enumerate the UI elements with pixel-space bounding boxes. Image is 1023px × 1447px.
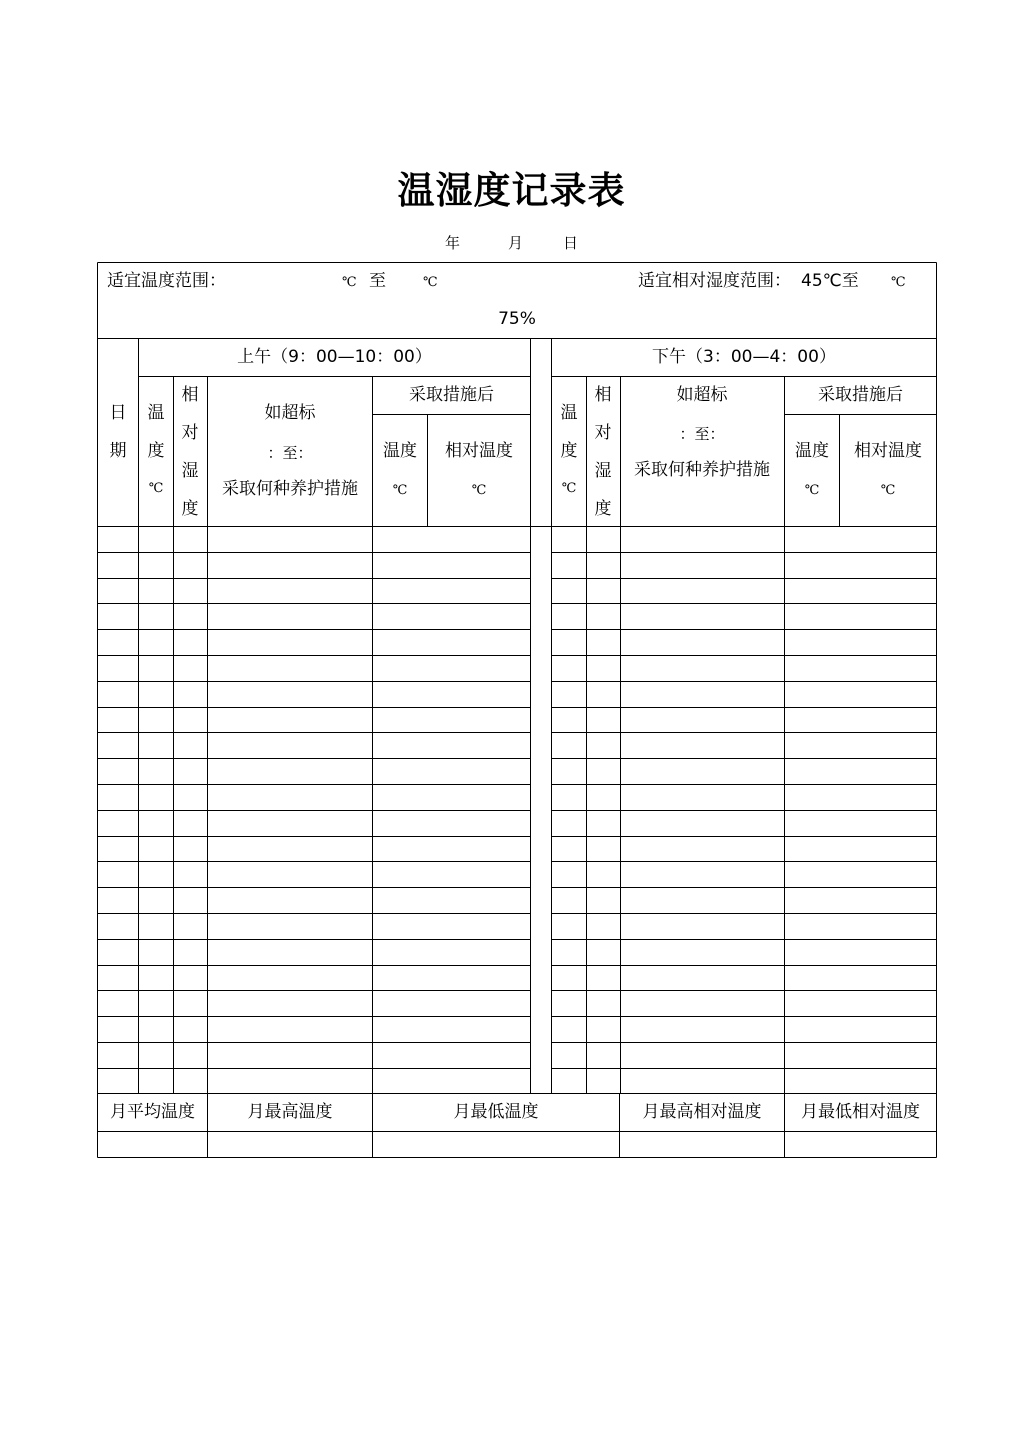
pm-after-cell[interactable] <box>785 991 936 1016</box>
am-measures-cell[interactable] <box>208 1069 372 1094</box>
am-measures-cell[interactable] <box>208 940 372 965</box>
pm-temp-cell[interactable] <box>552 682 586 707</box>
am-measures-cell[interactable] <box>208 708 372 732</box>
summary-min-rh-value-cell[interactable] <box>785 1132 936 1156</box>
am-rh-cell[interactable] <box>174 966 207 990</box>
pm-after-temp-unit: ℃ <box>804 483 820 498</box>
am-after-cell[interactable] <box>373 785 530 810</box>
pm-temp-cell[interactable] <box>552 837 586 861</box>
pm-measures-cell[interactable] <box>621 785 784 810</box>
page-title: 温湿度记录表 <box>397 168 626 212</box>
pm-rh-cell[interactable] <box>587 604 620 629</box>
pm-temp-cell[interactable] <box>552 656 586 681</box>
am-rh-char: 湿 <box>181 461 199 481</box>
am-temp-cell[interactable] <box>139 914 173 939</box>
am-after-cell[interactable] <box>373 837 530 861</box>
am-rh-char: 对 <box>181 423 199 443</box>
pm-after-cell[interactable] <box>785 733 936 758</box>
am-measures-cell[interactable] <box>208 579 372 603</box>
date-cell[interactable] <box>98 579 138 603</box>
summary-max-rh: 月最高相对温度 <box>642 1102 762 1122</box>
am-measures-cell[interactable] <box>208 656 372 681</box>
am-after-cell[interactable] <box>373 1069 530 1094</box>
am-after-cell[interactable] <box>373 759 530 784</box>
am-measures-cell[interactable] <box>208 888 372 913</box>
summary-max-temp: 月最高温度 <box>247 1102 333 1122</box>
pm-temp-char: 温 <box>560 403 578 423</box>
pm-rh-cell[interactable] <box>587 1069 620 1094</box>
pm-rh-cell[interactable] <box>587 630 620 655</box>
pm-exceed-line1: 如超标 <box>676 385 728 405</box>
am-rh-cell[interactable] <box>174 811 207 836</box>
am-temp-cell[interactable] <box>139 579 173 603</box>
date-char: 期 <box>109 441 127 461</box>
am-after-cell[interactable] <box>373 940 530 965</box>
am-rh-header <box>173 376 207 528</box>
am-after-cell[interactable] <box>373 604 530 629</box>
pm-temp-cell[interactable] <box>552 604 586 629</box>
pm-after-rh: 相对温度 <box>854 441 922 461</box>
date-cell[interactable] <box>98 888 138 913</box>
pm-measures-cell[interactable] <box>621 991 784 1016</box>
pm-rh-cell[interactable] <box>587 708 620 732</box>
pm-temp-cell[interactable] <box>552 966 586 990</box>
am-rh-cell[interactable] <box>174 991 207 1016</box>
am-rh-cell[interactable] <box>174 1017 207 1042</box>
am-after-cell[interactable] <box>373 656 530 681</box>
pm-after-cell[interactable] <box>785 1043 936 1068</box>
pm-rh-header <box>586 376 620 528</box>
pm-after-cell[interactable] <box>785 553 936 578</box>
pm-measures-cell[interactable] <box>621 888 784 913</box>
date-cell[interactable] <box>98 811 138 836</box>
temp-to: 至 <box>369 271 386 291</box>
am-temp-char: 度 <box>147 441 165 461</box>
am-measures-cell[interactable] <box>208 785 372 810</box>
am-exceed-line2: ：至： <box>267 444 313 462</box>
am-temp-cell[interactable] <box>139 527 173 552</box>
pm-measures-cell[interactable] <box>621 656 784 681</box>
am-measures-cell[interactable] <box>208 862 372 887</box>
am-rh-cell[interactable] <box>174 733 207 758</box>
date-cell[interactable] <box>98 759 138 784</box>
pm-temp-cell[interactable] <box>552 527 586 552</box>
am-after-cell[interactable] <box>373 527 530 552</box>
am-after-header: 采取措施后 <box>409 385 494 405</box>
date-cell[interactable] <box>98 656 138 681</box>
morning-title: 上午（9：00—10：00） <box>237 347 432 367</box>
pm-temp-unit: ℃ <box>561 481 577 496</box>
pm-measures-cell[interactable] <box>621 682 784 707</box>
pm-rh-cell[interactable] <box>587 837 620 861</box>
am-temp-cell[interactable] <box>139 940 173 965</box>
date-column-header <box>101 394 135 470</box>
pm-after-header: 采取措施后 <box>818 385 903 405</box>
pm-temp-cell[interactable] <box>552 579 586 603</box>
pm-temp-cell[interactable] <box>552 1017 586 1042</box>
pm-rh-char: 对 <box>594 423 612 443</box>
date-cell[interactable] <box>98 862 138 887</box>
pm-rh-cell[interactable] <box>587 682 620 707</box>
suitable-humidity-label: 适宜相对湿度范围： <box>638 271 791 291</box>
suitable-temp-label: 适宜温度范围： <box>107 271 226 291</box>
date-cell[interactable] <box>98 1043 138 1068</box>
am-after-cell[interactable] <box>373 733 530 758</box>
am-rh-cell[interactable] <box>174 682 207 707</box>
am-temp-cell[interactable] <box>139 966 173 990</box>
am-after-cell[interactable] <box>373 888 530 913</box>
pm-measures-cell[interactable] <box>621 553 784 578</box>
pm-measures-cell[interactable] <box>621 837 784 861</box>
am-after-rh-unit: ℃ <box>471 483 487 498</box>
pm-rh-char: 相 <box>594 385 612 405</box>
humidity-from: 45℃至 <box>801 271 859 291</box>
pm-rh-cell[interactable] <box>587 862 620 887</box>
pm-after-cell[interactable] <box>785 966 936 990</box>
pm-rh-cell[interactable] <box>587 991 620 1016</box>
am-measures-cell[interactable] <box>208 682 372 707</box>
pm-rh-cell[interactable] <box>587 1017 620 1042</box>
am-measures-cell[interactable] <box>208 733 372 758</box>
am-measures-cell[interactable] <box>208 1043 372 1068</box>
am-temp-cell[interactable] <box>139 1069 173 1094</box>
pm-temp-cell[interactable] <box>552 733 586 758</box>
pm-temp-cell[interactable] <box>552 553 586 578</box>
pm-measures-cell[interactable] <box>621 914 784 939</box>
am-temp-unit: ℃ <box>148 481 164 496</box>
temp-unit: ℃ <box>342 275 357 290</box>
date-cell[interactable] <box>98 785 138 810</box>
pm-after-cell[interactable] <box>785 837 936 861</box>
pm-measures-cell[interactable] <box>621 630 784 655</box>
am-temp-cell[interactable] <box>139 553 173 578</box>
am-temp-cell[interactable] <box>139 604 173 629</box>
am-rh-cell[interactable] <box>174 940 207 965</box>
pm-after-cell[interactable] <box>785 604 936 629</box>
am-rh-cell[interactable] <box>174 604 207 629</box>
am-temp-cell[interactable] <box>139 862 173 887</box>
am-exceed-line3: 采取何种养护措施 <box>222 479 358 499</box>
am-measures-cell[interactable] <box>208 553 372 578</box>
am-rh-cell[interactable] <box>174 630 207 655</box>
pm-after-cell[interactable] <box>785 708 936 732</box>
pm-measures-cell[interactable] <box>621 1043 784 1068</box>
date-cell[interactable] <box>98 733 138 758</box>
am-after-rh: 相对温度 <box>445 441 513 461</box>
pm-measures-cell[interactable] <box>621 527 784 552</box>
pm-rh-cell[interactable] <box>587 656 620 681</box>
date-cell[interactable] <box>98 991 138 1016</box>
pm-temp-cell[interactable] <box>552 811 586 836</box>
am-rh-cell[interactable] <box>174 553 207 578</box>
am-temp-cell[interactable] <box>139 888 173 913</box>
pm-rh-cell[interactable] <box>587 553 620 578</box>
pm-after-temp: 温度 <box>795 441 829 461</box>
am-measures-cell[interactable] <box>208 630 372 655</box>
am-rh-cell[interactable] <box>174 837 207 861</box>
am-temp-cell[interactable] <box>139 682 173 707</box>
pm-temp-cell[interactable] <box>552 914 586 939</box>
pm-after-cell[interactable] <box>785 940 936 965</box>
pm-temp-cell[interactable] <box>552 1043 586 1068</box>
am-after-temp: 温度 <box>383 441 417 461</box>
pm-after-cell[interactable] <box>785 759 936 784</box>
pm-measures-cell[interactable] <box>621 940 784 965</box>
pm-rh-cell[interactable] <box>587 966 620 990</box>
am-after-cell[interactable] <box>373 630 530 655</box>
am-exceed-line1: 如超标 <box>264 403 316 423</box>
date-cell[interactable] <box>98 527 138 552</box>
pm-rh-cell[interactable] <box>587 811 620 836</box>
am-temp-char: 温 <box>147 403 165 423</box>
pm-after-cell[interactable] <box>785 579 936 603</box>
date-cell[interactable] <box>98 630 138 655</box>
am-temp-cell[interactable] <box>139 991 173 1016</box>
am-rh-cell[interactable] <box>174 914 207 939</box>
am-rh-cell[interactable] <box>174 579 207 603</box>
am-measures-cell[interactable] <box>208 991 372 1016</box>
pm-after-rh-unit: ℃ <box>880 483 896 498</box>
summary-min-rh: 月最低相对温度 <box>801 1102 920 1122</box>
am-temp-cell[interactable] <box>139 733 173 758</box>
pm-measures-cell[interactable] <box>621 966 784 990</box>
pm-measures-cell[interactable] <box>621 733 784 758</box>
am-measures-cell[interactable] <box>208 837 372 861</box>
am-after-cell[interactable] <box>373 579 530 603</box>
am-rh-char: 相 <box>181 385 199 405</box>
pm-exceed-line2: ：至： <box>679 425 725 443</box>
am-temp-header <box>139 394 173 508</box>
pm-temp-cell[interactable] <box>552 1069 586 1094</box>
pm-rh-cell[interactable] <box>587 527 620 552</box>
am-after-cell[interactable] <box>373 966 530 990</box>
am-measures-cell[interactable] <box>208 759 372 784</box>
pm-after-cell[interactable] <box>785 862 936 887</box>
pm-after-cell[interactable] <box>785 1017 936 1042</box>
humidity-unit: ℃ <box>891 275 906 290</box>
am-after-cell[interactable] <box>373 862 530 887</box>
am-after-cell[interactable] <box>373 811 530 836</box>
pm-rh-char: 湿 <box>594 461 612 481</box>
pm-rh-cell[interactable] <box>587 579 620 603</box>
am-rh-char: 度 <box>181 499 199 519</box>
am-temp-cell[interactable] <box>139 837 173 861</box>
afternoon-title: 下午（3：00—4：00） <box>652 347 836 367</box>
am-measures-cell[interactable] <box>208 527 372 552</box>
pm-rh-cell[interactable] <box>587 914 620 939</box>
am-rh-cell[interactable] <box>174 656 207 681</box>
date-day-label: 日 <box>563 234 579 252</box>
date-year-label: 年 <box>445 234 461 252</box>
am-after-cell[interactable] <box>373 682 530 707</box>
pm-temp-cell[interactable] <box>552 991 586 1016</box>
pm-temp-cell[interactable] <box>552 940 586 965</box>
am-temp-cell[interactable] <box>139 708 173 732</box>
pm-rh-cell[interactable] <box>587 759 620 784</box>
pm-rh-char: 度 <box>594 499 612 519</box>
pm-after-cell[interactable] <box>785 656 936 681</box>
date-cell[interactable] <box>98 966 138 990</box>
summary-max-rh-value-cell[interactable] <box>620 1132 784 1156</box>
am-after-cell[interactable] <box>373 553 530 578</box>
summary-max-temp-value-cell[interactable] <box>208 1132 372 1156</box>
am-after-temp-unit: ℃ <box>392 483 408 498</box>
pm-after-cell[interactable] <box>785 1069 936 1094</box>
date-cell[interactable] <box>98 837 138 861</box>
temp-unit: ℃ <box>423 275 438 290</box>
pm-measures-cell[interactable] <box>621 862 784 887</box>
date-cell[interactable] <box>98 940 138 965</box>
date-cell[interactable] <box>98 708 138 732</box>
am-after-cell[interactable] <box>373 1043 530 1068</box>
am-temp-cell[interactable] <box>139 1017 173 1042</box>
date-cell[interactable] <box>98 553 138 578</box>
pm-measures-cell[interactable] <box>621 708 784 732</box>
pm-temp-cell[interactable] <box>552 759 586 784</box>
date-cell[interactable] <box>98 1017 138 1042</box>
humidity-to-value: 75% <box>498 309 536 329</box>
pm-exceed-line3: 采取何种养护措施 <box>634 460 770 480</box>
date-char: 日 <box>109 403 127 423</box>
am-rh-cell[interactable] <box>174 1069 207 1094</box>
am-measures-cell[interactable] <box>208 811 372 836</box>
date-month-label: 月 <box>508 234 524 252</box>
date-cell[interactable] <box>98 914 138 939</box>
pm-temp-cell[interactable] <box>552 785 586 810</box>
pm-measures-cell[interactable] <box>621 604 784 629</box>
am-temp-cell[interactable] <box>139 759 173 784</box>
pm-measures-cell[interactable] <box>621 1069 784 1094</box>
pm-rh-cell[interactable] <box>587 940 620 965</box>
am-after-cell[interactable] <box>373 1017 530 1042</box>
pm-measures-cell[interactable] <box>621 759 784 784</box>
am-rh-cell[interactable] <box>174 888 207 913</box>
am-temp-cell[interactable] <box>139 1043 173 1068</box>
pm-measures-cell[interactable] <box>621 579 784 603</box>
pm-measures-cell[interactable] <box>621 1017 784 1042</box>
am-measures-cell[interactable] <box>208 1017 372 1042</box>
am-rh-cell[interactable] <box>174 527 207 552</box>
pm-after-cell[interactable] <box>785 888 936 913</box>
am-rh-cell[interactable] <box>174 785 207 810</box>
summary-avg-temp-value-cell[interactable] <box>98 1132 207 1156</box>
am-rh-cell[interactable] <box>174 1043 207 1068</box>
pm-rh-cell[interactable] <box>587 888 620 913</box>
pm-after-cell[interactable] <box>785 811 936 836</box>
am-temp-cell[interactable] <box>139 630 173 655</box>
date-cell[interactable] <box>98 682 138 707</box>
am-after-cell[interactable] <box>373 914 530 939</box>
pm-after-cell[interactable] <box>785 785 936 810</box>
date-cell[interactable] <box>98 1069 138 1094</box>
am-measures-cell[interactable] <box>208 604 372 629</box>
am-rh-cell[interactable] <box>174 862 207 887</box>
pm-temp-header <box>552 394 586 508</box>
am-after-cell[interactable] <box>373 708 530 732</box>
pm-after-cell[interactable] <box>785 630 936 655</box>
summary-min-temp-value-cell[interactable] <box>373 1132 619 1156</box>
am-measures-cell[interactable] <box>208 914 372 939</box>
pm-temp-cell[interactable] <box>552 862 586 887</box>
pm-rh-cell[interactable] <box>587 733 620 758</box>
pm-after-cell[interactable] <box>785 914 936 939</box>
summary-avg-temp: 月平均温度 <box>110 1102 195 1122</box>
pm-rh-cell[interactable] <box>587 1043 620 1068</box>
pm-temp-cell[interactable] <box>552 708 586 732</box>
date-cell[interactable] <box>98 604 138 629</box>
summary-min-temp: 月最低温度 <box>453 1102 539 1122</box>
am-rh-cell[interactable] <box>174 759 207 784</box>
pm-temp-cell[interactable] <box>552 888 586 913</box>
pm-temp-char: 度 <box>560 441 578 461</box>
am-temp-cell[interactable] <box>139 785 173 810</box>
pm-rh-cell[interactable] <box>587 785 620 810</box>
am-measures-cell[interactable] <box>208 966 372 990</box>
pm-after-cell[interactable] <box>785 527 936 552</box>
pm-after-cell[interactable] <box>785 682 936 707</box>
am-temp-cell[interactable] <box>139 811 173 836</box>
pm-temp-cell[interactable] <box>552 630 586 655</box>
pm-measures-cell[interactable] <box>621 811 784 836</box>
am-temp-cell[interactable] <box>139 656 173 681</box>
am-after-cell[interactable] <box>373 991 530 1016</box>
am-rh-cell[interactable] <box>174 708 207 732</box>
